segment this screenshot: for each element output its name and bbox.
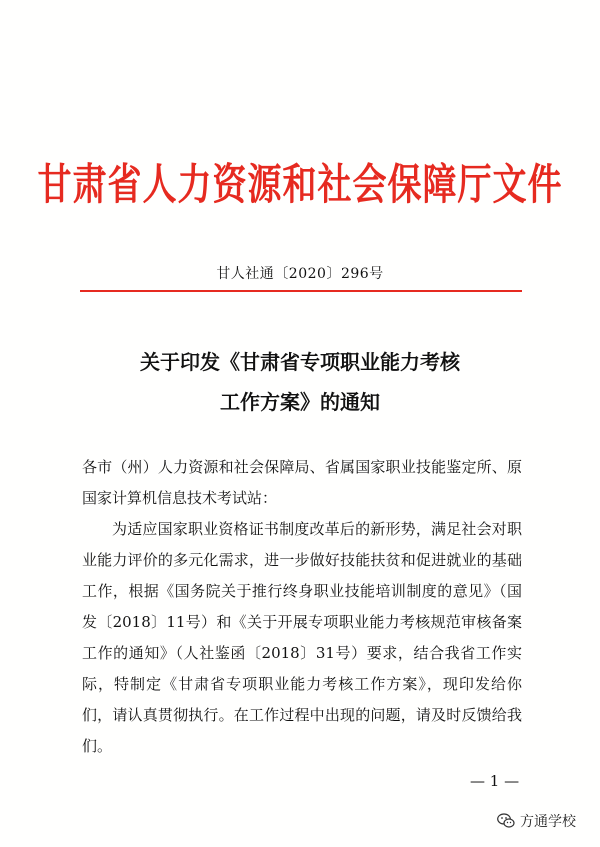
notice-title-line-2: 工作方案》的通知 <box>220 390 380 414</box>
notice-title-line-1: 关于印发《甘肃省专项职业能力考核 <box>140 350 460 374</box>
watermark-text: 方通学校 <box>520 814 576 830</box>
document-number: 甘人社通〔2020〕296号 <box>216 266 384 282</box>
watermark <box>497 811 576 831</box>
page-number: — 1 — <box>470 772 520 790</box>
issuer-title: 甘肃省人力资源和社会保障厅文件 <box>37 160 563 210</box>
red-divider <box>80 290 522 292</box>
notice-title <box>0 342 600 422</box>
addressee: 各市（州）人力资源和社会保障局、省属国家职业技能鉴定所、原国家计算机信息技术考试站： <box>82 458 522 507</box>
body-text <box>82 452 522 762</box>
wechat-icon <box>497 813 515 829</box>
body-paragraph: 为适应国家职业资格证书制度改革后的新形势，满足社会对职业能力评价的多元化需求，进一步做好技能扶贫和促进就业的基础工作，根据《国务院关于推行终身职业技能培训制度的意见》（国发〔2018〕11号）和《关于开展专项职业能力考核规范审核备案工作的通知》（人社鉴函〔2018〕31号）要求，结合我省工作实际，特制定《甘肃省专项职业能力考核工作方案》，现印发给你们，请认真贯彻执行。在工作过程中出现的问题，请及时反馈给我们。 <box>82 520 522 755</box>
